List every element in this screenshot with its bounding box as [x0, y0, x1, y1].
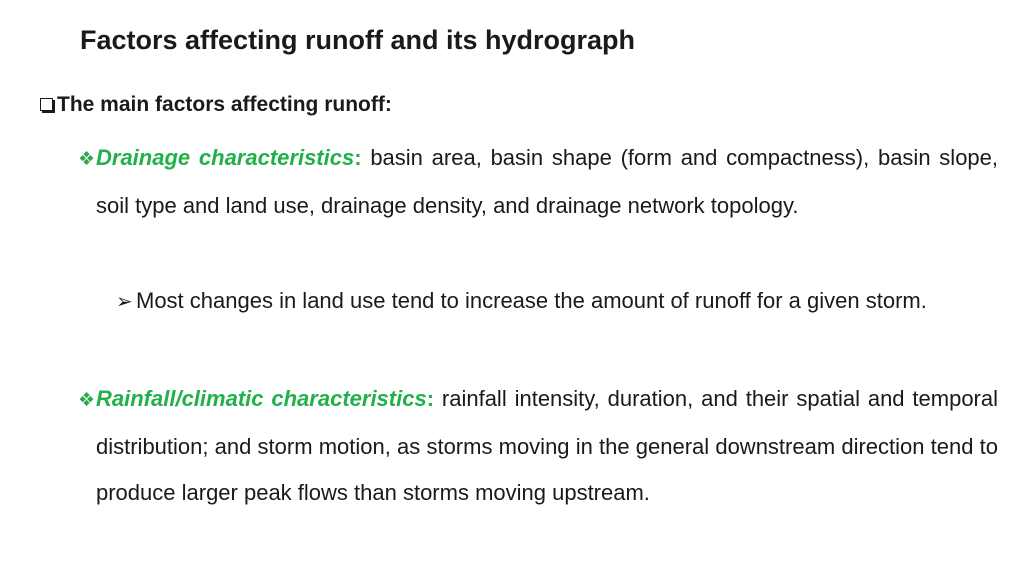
factor-term: Drainage characteristics: [96, 145, 355, 170]
factor-term-colon: :: [354, 145, 362, 170]
factor-description: rainfall intensity, duration, and their spatial and temporal distribution; and storm motion, as storms moving in the general downstream direction tend to produce larger peak flows than storms moving upstream.: [96, 386, 999, 505]
sub-item-text: Most changes in land use tend to increase the amount of runoff for a given storm.: [136, 288, 927, 313]
arrow-bullet-icon: ➢: [116, 291, 133, 313]
factor-item-rainfall: [78, 376, 999, 516]
diamond-bullet-icon: ❖: [78, 149, 96, 170]
sub-item-land-use: [116, 278, 998, 325]
factor-term: Rainfall/climatic characteristics: [96, 386, 427, 411]
factor-item-drainage: [78, 135, 999, 229]
section-heading: [40, 93, 392, 117]
factor-description: basin area, basin shape (form and compactness), basin slope, soil type and land use, drainage density, and drainage network topology.: [96, 145, 999, 218]
factor-term-colon: :: [426, 386, 435, 411]
diamond-bullet-icon: ❖: [78, 390, 96, 411]
section-heading-text: The main factors affecting runoff:: [57, 93, 392, 116]
square-bullet-icon: [40, 98, 53, 111]
slide-title: Factors affecting runoff and its hydrograph: [80, 25, 636, 55]
